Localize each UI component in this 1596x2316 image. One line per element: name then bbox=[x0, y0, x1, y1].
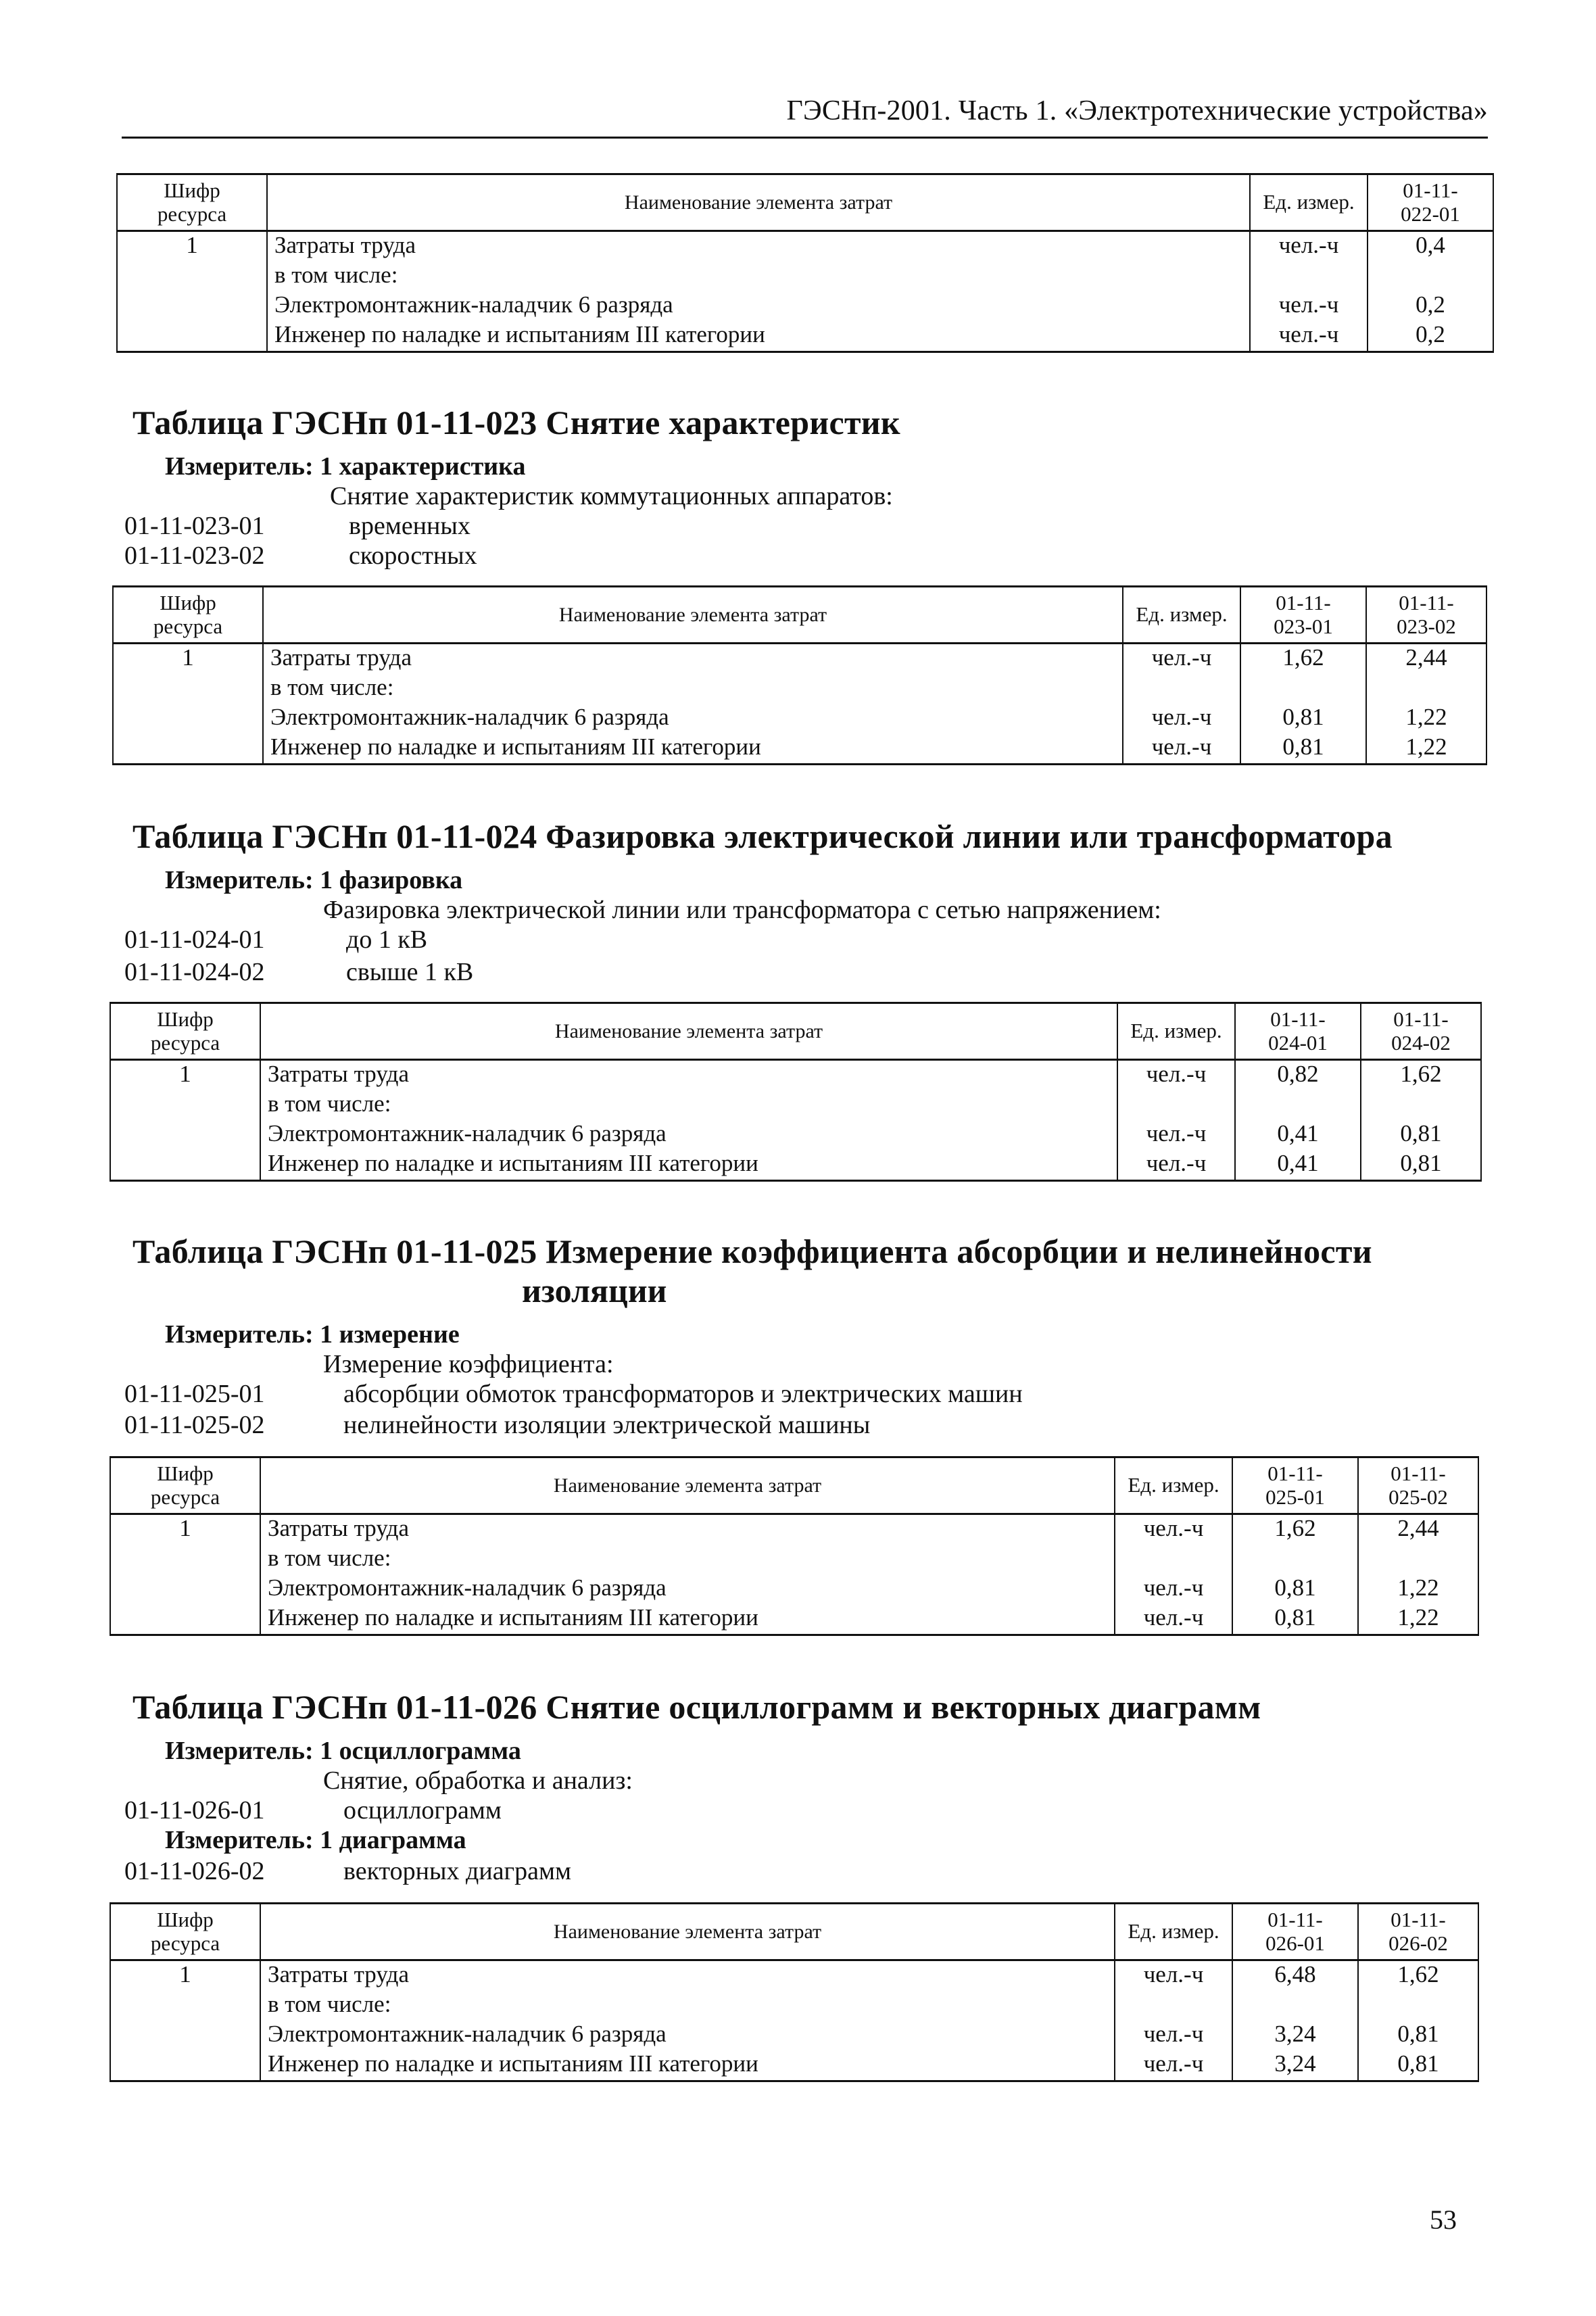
col-header-name: Наименование элемента затрат bbox=[263, 587, 1123, 644]
table-row bbox=[110, 1604, 1478, 1635]
value-cell: 0,81 bbox=[1358, 2021, 1478, 2050]
unit-cell: чел.-ч bbox=[1117, 1150, 1235, 1181]
rate-desc: скоростных bbox=[349, 541, 477, 570]
rate-code: 01-11-023-02 bbox=[124, 541, 265, 570]
col-header-norm: 01-11- 024-01 bbox=[1235, 1003, 1361, 1060]
value-cell: 0,81 bbox=[1361, 1150, 1481, 1181]
cost-element: Затраты труда bbox=[267, 231, 1250, 262]
unit-cell: чел.-ч bbox=[1250, 291, 1368, 321]
table-row bbox=[110, 1120, 1481, 1150]
cost-element: Электромонтажник-наладчик 6 разряда bbox=[263, 704, 1123, 733]
rate-desc: абсорбции обмоток трансформаторов и электрических машин bbox=[343, 1380, 1023, 1408]
cost-element: Затраты труда bbox=[263, 644, 1123, 675]
resource-code: 1 bbox=[117, 231, 267, 262]
col-header-unit: Ед. измер. bbox=[1123, 587, 1240, 644]
col-header-unit: Ед. измер. bbox=[1117, 1003, 1235, 1060]
table-header-row bbox=[110, 1904, 1478, 1960]
section-title: Таблица ГЭСНп 01-11-023 Снятие характеристик bbox=[132, 404, 901, 441]
value-cell: 2,44 bbox=[1366, 644, 1486, 675]
rate-desc: временных bbox=[349, 512, 470, 540]
col-header-norm: 01-11- 024-02 bbox=[1361, 1003, 1481, 1060]
value-cell: 3,24 bbox=[1232, 2021, 1358, 2050]
unit-cell: чел.-ч bbox=[1115, 1604, 1232, 1635]
rate-desc: векторных диаграмм bbox=[343, 1857, 572, 1885]
col-header-unit: Ед. измер. bbox=[1250, 174, 1368, 231]
table-row bbox=[117, 262, 1493, 291]
table-row bbox=[113, 644, 1486, 675]
value-cell: 0,81 bbox=[1240, 704, 1366, 733]
value-cell: 0,81 bbox=[1240, 733, 1366, 765]
table-row bbox=[113, 733, 1486, 765]
cost-element: в том числе: bbox=[260, 1545, 1115, 1574]
unit-cell: чел.-ч bbox=[1117, 1120, 1235, 1150]
rate-code: 01-11-024-01 bbox=[124, 925, 265, 954]
cost-element: в том числе: bbox=[260, 1090, 1117, 1120]
measure-label: Измеритель: 1 диаграмма bbox=[165, 1826, 466, 1854]
value-cell: 0,41 bbox=[1235, 1150, 1361, 1181]
value-cell: 0,81 bbox=[1232, 1574, 1358, 1604]
unit-cell: чел.-ч bbox=[1123, 644, 1240, 675]
value-cell: 0,81 bbox=[1361, 1120, 1481, 1150]
table-row bbox=[113, 704, 1486, 733]
col-header-code: Шифр ресурса bbox=[110, 1457, 260, 1514]
table-header-row bbox=[110, 1457, 1478, 1514]
col-header-name: Наименование элемента затрат bbox=[260, 1904, 1115, 1960]
col-header-code: Шифр ресурса bbox=[110, 1003, 260, 1060]
section-title: Таблица ГЭСНп 01-11-026 Снятие осциллограмм и векторных диаграмм bbox=[132, 1688, 1261, 1726]
unit-cell: чел.-ч bbox=[1115, 2021, 1232, 2050]
table-row bbox=[117, 231, 1493, 262]
rate-desc: свыше 1 кВ bbox=[346, 958, 474, 986]
section-intro: Снятие характеристик коммутационных аппаратов: bbox=[330, 482, 893, 510]
col-header-code: Шифр ресурса bbox=[113, 587, 263, 644]
unit-cell: чел.-ч bbox=[1115, 1514, 1232, 1545]
table-row bbox=[117, 321, 1493, 352]
rate-desc: до 1 кВ bbox=[346, 925, 428, 954]
unit-cell: чел.-ч bbox=[1115, 2050, 1232, 2081]
table-row bbox=[110, 1991, 1478, 2021]
table-row bbox=[110, 1150, 1481, 1181]
value-cell: 1,22 bbox=[1358, 1604, 1478, 1635]
cost-table-026 bbox=[110, 1902, 1479, 2082]
cost-table-024 bbox=[110, 1002, 1482, 1182]
col-header-norm: 01-11- 023-02 bbox=[1366, 587, 1486, 644]
cost-element: Затраты труда bbox=[260, 1960, 1115, 1992]
section-intro: Измерение коэффициента: bbox=[323, 1350, 614, 1378]
running-header: ГЭСНп-2001. Часть 1. «Электротехнические устройства» bbox=[786, 95, 1488, 126]
value-cell: 0,81 bbox=[1232, 1604, 1358, 1635]
rate-code: 01-11-025-01 bbox=[124, 1380, 265, 1408]
section-intro: Снятие, обработка и анализ: bbox=[323, 1766, 633, 1795]
measure-label: Измеритель: 1 измерение bbox=[165, 1320, 460, 1349]
unit-cell: чел.-ч bbox=[1250, 321, 1368, 352]
table-row bbox=[110, 1090, 1481, 1120]
value-cell: 1,62 bbox=[1232, 1514, 1358, 1545]
unit-cell: чел.-ч bbox=[1250, 231, 1368, 262]
col-header-unit: Ед. измер. bbox=[1115, 1904, 1232, 1960]
col-header-norm: 01-11- 026-01 bbox=[1232, 1904, 1358, 1960]
unit-cell: чел.-ч bbox=[1117, 1060, 1235, 1091]
measure-label: Измеритель: 1 фазировка bbox=[165, 866, 463, 894]
cost-element: Инженер по наладке и испытаниям III категории bbox=[260, 1150, 1117, 1181]
rate-desc: нелинейности изоляции электрической машины bbox=[343, 1411, 871, 1439]
rate-desc: осциллограмм bbox=[343, 1796, 502, 1825]
value-cell: 1,62 bbox=[1361, 1060, 1481, 1091]
cost-element: Инженер по наладке и испытаниям III категории bbox=[260, 2050, 1115, 2081]
unit-cell: чел.-ч bbox=[1123, 733, 1240, 765]
cost-table-025 bbox=[110, 1456, 1479, 1636]
value-cell: 0,81 bbox=[1358, 2050, 1478, 2081]
col-header-norm: 01-11- 025-02 bbox=[1358, 1457, 1478, 1514]
table-row bbox=[110, 1514, 1478, 1545]
col-header-name: Наименование элемента затрат bbox=[260, 1003, 1117, 1060]
table-row bbox=[110, 2050, 1478, 2081]
cost-element: Инженер по наладке и испытаниям III категории bbox=[260, 1604, 1115, 1635]
col-header-code: Шифр ресурса bbox=[110, 1904, 260, 1960]
value-cell: 1,22 bbox=[1366, 733, 1486, 765]
value-cell: 1,22 bbox=[1358, 1574, 1478, 1604]
col-header-name: Наименование элемента затрат bbox=[260, 1457, 1115, 1514]
col-header-norm: 01-11- 025-01 bbox=[1232, 1457, 1358, 1514]
rate-code: 01-11-023-01 bbox=[124, 512, 265, 540]
cost-element: Электромонтажник-наладчик 6 разряда bbox=[260, 2021, 1115, 2050]
section-title: Таблица ГЭСНп 01-11-025 Измерение коэффициента абсорбции и нелинейности bbox=[132, 1232, 1372, 1270]
table-row bbox=[110, 1960, 1478, 1992]
cost-element: Затраты труда bbox=[260, 1060, 1117, 1091]
rate-code: 01-11-024-02 bbox=[124, 958, 265, 986]
value-cell: 1,22 bbox=[1366, 704, 1486, 733]
value-cell: 0,41 bbox=[1235, 1120, 1361, 1150]
rate-code: 01-11-026-02 bbox=[124, 1857, 265, 1885]
unit-cell: чел.-ч bbox=[1115, 1960, 1232, 1992]
cost-table-023 bbox=[112, 585, 1487, 765]
section-intro: Фазировка электрической линии или трансформатора с сетью напряжением: bbox=[323, 896, 1161, 924]
table-header-row bbox=[113, 587, 1486, 644]
cost-element: Электромонтажник-наладчик 6 разряда bbox=[260, 1574, 1115, 1604]
value-cell: 0,2 bbox=[1368, 291, 1493, 321]
cost-element: в том числе: bbox=[267, 262, 1250, 291]
col-header-norm: 01-11- 022-01 bbox=[1368, 174, 1493, 231]
cost-element: Электромонтажник-наладчик 6 разряда bbox=[267, 291, 1250, 321]
resource-code: 1 bbox=[110, 1514, 260, 1545]
cost-element: Затраты труда bbox=[260, 1514, 1115, 1545]
value-cell: 2,44 bbox=[1358, 1514, 1478, 1545]
cost-element: Инженер по наладке и испытаниям III категории bbox=[267, 321, 1250, 352]
table-header-row bbox=[117, 174, 1493, 231]
col-header-name: Наименование элемента затрат bbox=[267, 174, 1250, 231]
measure-label: Измеритель: 1 характеристика bbox=[165, 452, 526, 481]
table-row bbox=[117, 291, 1493, 321]
table-row bbox=[113, 674, 1486, 704]
resource-code: 1 bbox=[110, 1060, 260, 1091]
value-cell: 3,24 bbox=[1232, 2050, 1358, 2081]
resource-code: 1 bbox=[113, 644, 263, 675]
col-header-code: Шифр ресурса bbox=[117, 174, 267, 231]
col-header-norm: 01-11- 026-02 bbox=[1358, 1904, 1478, 1960]
value-cell: 0,82 bbox=[1235, 1060, 1361, 1091]
section-title: Таблица ГЭСНп 01-11-024 Фазировка электрической линии или трансформатора bbox=[132, 817, 1393, 855]
value-cell: 1,62 bbox=[1358, 1960, 1478, 1992]
col-header-norm: 01-11- 023-01 bbox=[1240, 587, 1366, 644]
cost-table-022 bbox=[116, 173, 1494, 353]
value-cell: 0,2 bbox=[1368, 321, 1493, 352]
cost-element: Электромонтажник-наладчик 6 разряда bbox=[260, 1120, 1117, 1150]
measure-label: Измеритель: 1 осциллограмма bbox=[165, 1737, 521, 1765]
table-row bbox=[110, 1574, 1478, 1604]
unit-cell: чел.-ч bbox=[1115, 1574, 1232, 1604]
page-number: 53 bbox=[1430, 2204, 1457, 2235]
resource-code: 1 bbox=[110, 1960, 260, 1992]
rate-code: 01-11-026-01 bbox=[124, 1796, 265, 1825]
header-rule bbox=[122, 137, 1488, 139]
section-title-cont: изоляции bbox=[522, 1272, 667, 1309]
col-header-unit: Ед. измер. bbox=[1115, 1457, 1232, 1514]
rate-code: 01-11-025-02 bbox=[124, 1411, 265, 1439]
cost-element: Инженер по наладке и испытаниям III категории bbox=[263, 733, 1123, 765]
value-cell: 0,4 bbox=[1368, 231, 1493, 262]
table-row bbox=[110, 1545, 1478, 1574]
unit-cell: чел.-ч bbox=[1123, 704, 1240, 733]
value-cell: 1,62 bbox=[1240, 644, 1366, 675]
cost-element: в том числе: bbox=[260, 1991, 1115, 2021]
table-row bbox=[110, 2021, 1478, 2050]
value-cell: 6,48 bbox=[1232, 1960, 1358, 1992]
table-row bbox=[110, 1060, 1481, 1091]
cost-element: в том числе: bbox=[263, 674, 1123, 704]
table-header-row bbox=[110, 1003, 1481, 1060]
